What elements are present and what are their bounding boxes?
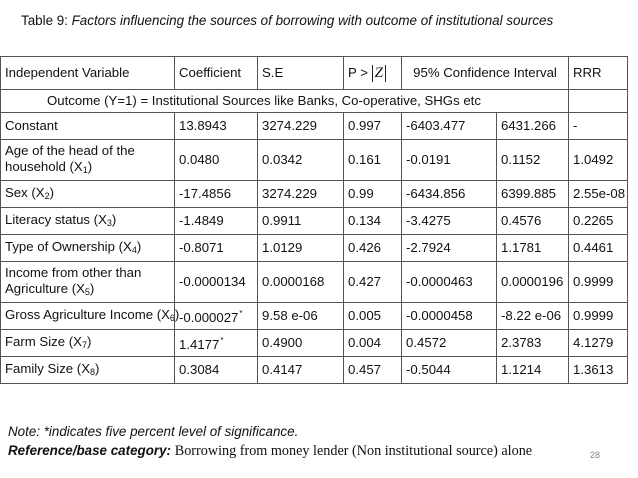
cell-ci-upper: 0.1152 xyxy=(497,140,569,181)
cell-variable xyxy=(1,303,180,330)
cell-variable xyxy=(1,330,175,357)
header-confidence-interval: 95% Confidence Interval xyxy=(402,57,569,90)
cell-variable xyxy=(1,235,175,262)
header-rrr: RRR xyxy=(569,57,628,90)
results-table xyxy=(0,56,628,384)
coefficient-value: 0.0480 xyxy=(179,152,220,167)
table-row xyxy=(1,235,628,262)
table-row xyxy=(1,262,628,303)
header-p-value xyxy=(344,57,402,90)
cell-ci-lower: -2.7924 xyxy=(402,235,497,262)
variable-name: Constant xyxy=(5,118,58,133)
cell-ci-lower: -6403.477 xyxy=(402,113,497,140)
cell-ci-lower: -0.0000458 xyxy=(402,303,497,330)
table-row xyxy=(1,140,628,181)
table-body xyxy=(1,113,628,384)
cell-rrr: 2.55e-08 xyxy=(569,181,628,208)
cell-ci-upper: 6431.266 xyxy=(497,113,569,140)
cell-coefficient xyxy=(175,140,258,181)
cell-variable xyxy=(1,113,175,140)
cell-coefficient xyxy=(175,181,258,208)
cell-variable xyxy=(1,140,175,181)
header-row xyxy=(1,57,628,90)
variable-name: Age of the head of the household (X xyxy=(5,142,135,174)
caption-prefix: Table 9: xyxy=(21,13,72,28)
cell-ci-upper: 6399.885 xyxy=(497,181,569,208)
variable-subscript: 7 xyxy=(81,339,87,350)
cell-ci-upper: 0.0000196 xyxy=(497,262,569,303)
header-se: S.E xyxy=(258,57,344,90)
cell-rrr: - xyxy=(569,113,628,140)
coefficient-value: -0.0000134 xyxy=(179,274,246,289)
table-caption xyxy=(21,13,621,28)
cell-coefficient xyxy=(175,330,258,357)
cell-rrr: 0.9999 xyxy=(569,303,628,330)
variable-subscript: 4 xyxy=(131,244,137,255)
cell-ci-lower: -6434.856 xyxy=(402,181,497,208)
variable-name: Sex (X xyxy=(5,184,45,200)
outcome-rrr-empty xyxy=(569,90,628,113)
variable-name: Family Size (X xyxy=(5,360,90,376)
variable-close-paren: ) xyxy=(136,238,142,254)
header-p-prefix: P > xyxy=(348,64,368,80)
variable-close-paren: ) xyxy=(49,184,54,200)
cell-coefficient xyxy=(175,235,258,262)
cell-rrr: 0.9999 xyxy=(569,262,628,303)
caption-title: Factors influencing the sources of borrowing with outcome of institutional sources xyxy=(71,13,554,28)
variable-name: Farm Size (X xyxy=(5,333,82,349)
cell-se: 0.0342 xyxy=(258,140,344,181)
cell-ci-upper: 1.1214 xyxy=(497,357,569,384)
cell-p-value: 0.005 xyxy=(344,303,402,330)
cell-p-value: 0.134 xyxy=(344,208,402,235)
coefficient-value: -1.4849 xyxy=(179,213,224,228)
variable-name: Income from other than Agriculture (X xyxy=(5,264,142,296)
cell-se: 9.58 e-06 xyxy=(258,303,344,330)
coefficient-value: -0.000027 xyxy=(179,310,239,325)
variable-close-paren: ) xyxy=(89,280,95,296)
cell-ci-upper: 1.1781 xyxy=(497,235,569,262)
variable-subscript: 2 xyxy=(44,190,50,201)
cell-p-value: 0.457 xyxy=(344,357,402,384)
cell-se: 0.9911 xyxy=(258,208,344,235)
cell-p-value: 0.997 xyxy=(344,113,402,140)
coefficient-value: 13.8943 xyxy=(179,118,227,133)
table-row xyxy=(1,181,628,208)
cell-se: 3274.229 xyxy=(258,181,344,208)
significance-mark: * xyxy=(220,336,224,345)
header-variable: Independent Variable xyxy=(1,57,175,90)
cell-ci-upper: -8.22 e-06 xyxy=(497,303,569,330)
cell-coefficient xyxy=(175,208,258,235)
cell-se: 1.0129 xyxy=(258,235,344,262)
cell-variable xyxy=(1,262,175,303)
variable-close-paren: ) xyxy=(95,360,100,376)
cell-coefficient xyxy=(175,113,258,140)
reference-category xyxy=(8,443,532,460)
significance-note: Note: *indicates five percent level of significance. xyxy=(8,424,299,439)
cell-ci-upper: 0.4576 xyxy=(497,208,569,235)
cell-ci-lower: -3.4275 xyxy=(402,208,497,235)
variable-subscript: 8 xyxy=(90,366,96,377)
variable-close-paren: ) xyxy=(87,158,93,174)
coefficient-value: 1.4177 xyxy=(179,337,220,352)
variable-subscript: 5 xyxy=(84,286,90,297)
cell-se: 3274.229 xyxy=(258,113,344,140)
cell-coefficient xyxy=(175,262,258,303)
page-number: 28 xyxy=(590,450,601,460)
variable-subscript: 1 xyxy=(82,164,88,175)
reference-label: Reference/base category: xyxy=(8,443,171,458)
cell-rrr: 0.4461 xyxy=(569,235,628,262)
header-p-symbol: Z xyxy=(372,65,386,82)
table-row xyxy=(1,357,628,384)
variable-close-paren: ) xyxy=(86,333,92,349)
cell-ci-lower: -0.0000463 xyxy=(402,262,497,303)
cell-p-value: 0.99 xyxy=(344,181,402,208)
cell-ci-lower: 0.4572 xyxy=(402,330,497,357)
coefficient-value: -0.8071 xyxy=(179,240,224,255)
cell-se: 0.4900 xyxy=(258,330,344,357)
variable-subscript: 6 xyxy=(169,312,175,323)
cell-rrr: 0.2265 xyxy=(569,208,628,235)
table-row xyxy=(1,303,628,330)
cell-rrr: 4.1279 xyxy=(569,330,628,357)
cell-se: 0.4147 xyxy=(258,357,344,384)
cell-p-value: 0.161 xyxy=(344,140,402,181)
cell-ci-lower: -0.5044 xyxy=(402,357,497,384)
table-row xyxy=(1,208,628,235)
cell-rrr: 1.0492 xyxy=(569,140,628,181)
variable-close-paren: ) xyxy=(111,211,117,227)
cell-ci-upper: 2.3783 xyxy=(497,330,569,357)
cell-variable xyxy=(1,181,175,208)
variable-name: Literacy status (X xyxy=(5,211,107,227)
table-row xyxy=(1,330,628,357)
table-row xyxy=(1,113,628,140)
cell-variable xyxy=(1,357,175,384)
variable-close-paren: ) xyxy=(174,306,180,322)
cell-variable xyxy=(1,208,175,235)
cell-coefficient xyxy=(175,303,258,330)
cell-rrr: 1.3613 xyxy=(569,357,628,384)
variable-name: Type of Ownership (X xyxy=(5,238,132,254)
cell-coefficient xyxy=(175,357,258,384)
cell-p-value: 0.427 xyxy=(344,262,402,303)
coefficient-value: -17.4856 xyxy=(179,186,232,201)
cell-p-value: 0.004 xyxy=(344,330,402,357)
outcome-label: Outcome (Y=1) = Institutional Sources like Banks, Co-operative, SHGs etc xyxy=(1,90,569,113)
header-coefficient: Coefficient xyxy=(175,57,258,90)
outcome-row xyxy=(1,90,628,113)
reference-text: Borrowing from money lender (Non institutional source) alone xyxy=(174,443,533,459)
coefficient-value: 0.3084 xyxy=(179,362,220,377)
variable-name: Gross Agriculture Income (X xyxy=(5,306,170,322)
cell-ci-lower: -0.0191 xyxy=(402,140,497,181)
significance-mark: * xyxy=(239,309,243,318)
cell-se: 0.0000168 xyxy=(258,262,344,303)
cell-p-value: 0.426 xyxy=(344,235,402,262)
variable-subscript: 3 xyxy=(106,217,112,228)
